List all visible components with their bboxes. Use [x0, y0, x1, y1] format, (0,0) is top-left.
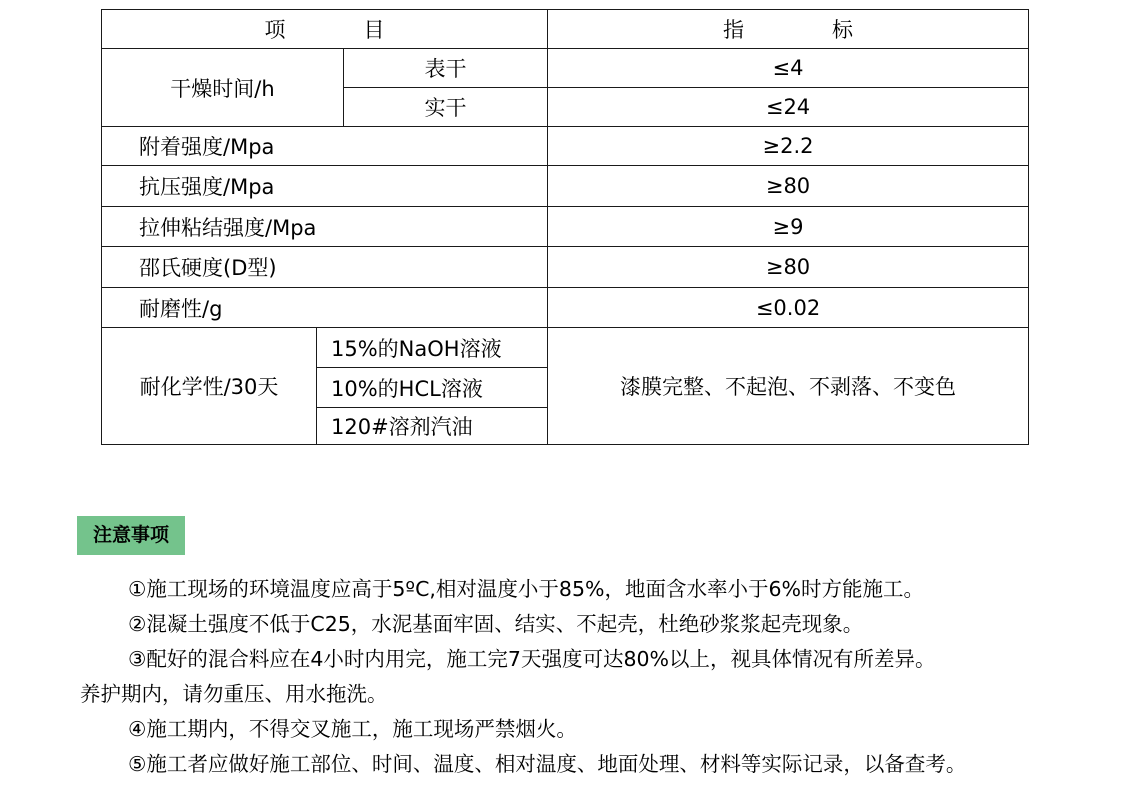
hard-dry-value: ≤24	[548, 88, 1029, 127]
row-value: ≥2.2	[548, 127, 1029, 166]
table-row	[102, 288, 1029, 328]
header-item-a: 项	[264, 18, 286, 42]
surface-dry-label: 表干	[344, 49, 548, 88]
header-index-b: 标	[832, 18, 854, 42]
header-index-a: 指	[723, 18, 745, 42]
note-line: ④施工期内，不得交叉施工，施工现场严禁烟火。	[128, 717, 577, 741]
table-row	[102, 166, 1029, 207]
row-label: 耐磨性/g	[102, 288, 548, 328]
note-line: ③配好的混合料应在4小时内用完，施工完7天强度可达80%以上，视具体情况有所差异。	[128, 647, 936, 671]
row-value: ≥9	[548, 207, 1029, 247]
row-label: 邵氏硬度(D型)	[102, 247, 548, 288]
header-item	[102, 10, 548, 49]
row-label: 拉伸粘结强度/Mpa	[102, 207, 548, 247]
row-value: ≤0.02	[548, 288, 1029, 328]
note-line: ①施工现场的环境温度应高于5ºC,相对温度小于85%，地面含水率小于6%时方能施工。	[128, 577, 924, 601]
header-index	[548, 10, 1029, 49]
chemical-item: 15%的NaOH溶液	[317, 328, 548, 368]
chemical-resistance-label: 耐化学性/30天	[102, 328, 317, 445]
surface-dry-value: ≤4	[548, 49, 1029, 88]
row-value: ≥80	[548, 166, 1029, 207]
drying-time-label: 干燥时间/h	[102, 49, 344, 127]
row-label: 附着强度/Mpa	[102, 127, 548, 166]
note-line: ⑤施工者应做好施工部位、时间、温度、相对温度、地面处理、材料等实际记录，以备查考。	[128, 752, 967, 776]
table-row	[102, 207, 1029, 247]
chemical-resistance-value: 漆膜完整、不起泡、不剥落、不变色	[548, 328, 1029, 445]
header-item-b: 目	[363, 18, 385, 42]
table-row	[102, 49, 1029, 88]
table-row	[102, 127, 1029, 166]
notes-list	[80, 572, 1130, 782]
notes-title-badge: 注意事项	[77, 516, 185, 555]
chemical-item: 10%的HCL溶液	[317, 368, 548, 408]
table-header-row	[102, 10, 1029, 49]
row-value: ≥80	[548, 247, 1029, 288]
hard-dry-label: 实干	[344, 88, 548, 127]
row-label: 抗压强度/Mpa	[102, 166, 548, 207]
table-row	[102, 328, 1029, 368]
spec-table	[101, 9, 1029, 445]
note-line: ②混凝土强度不低于C25，水泥基面牢固、结实、不起壳，杜绝砂浆浆起壳现象。	[128, 612, 864, 636]
chemical-item: 120#溶剂汽油	[317, 408, 548, 445]
note-line: 养护期内，请勿重压、用水拖洗。	[80, 682, 388, 706]
table-row	[102, 247, 1029, 288]
